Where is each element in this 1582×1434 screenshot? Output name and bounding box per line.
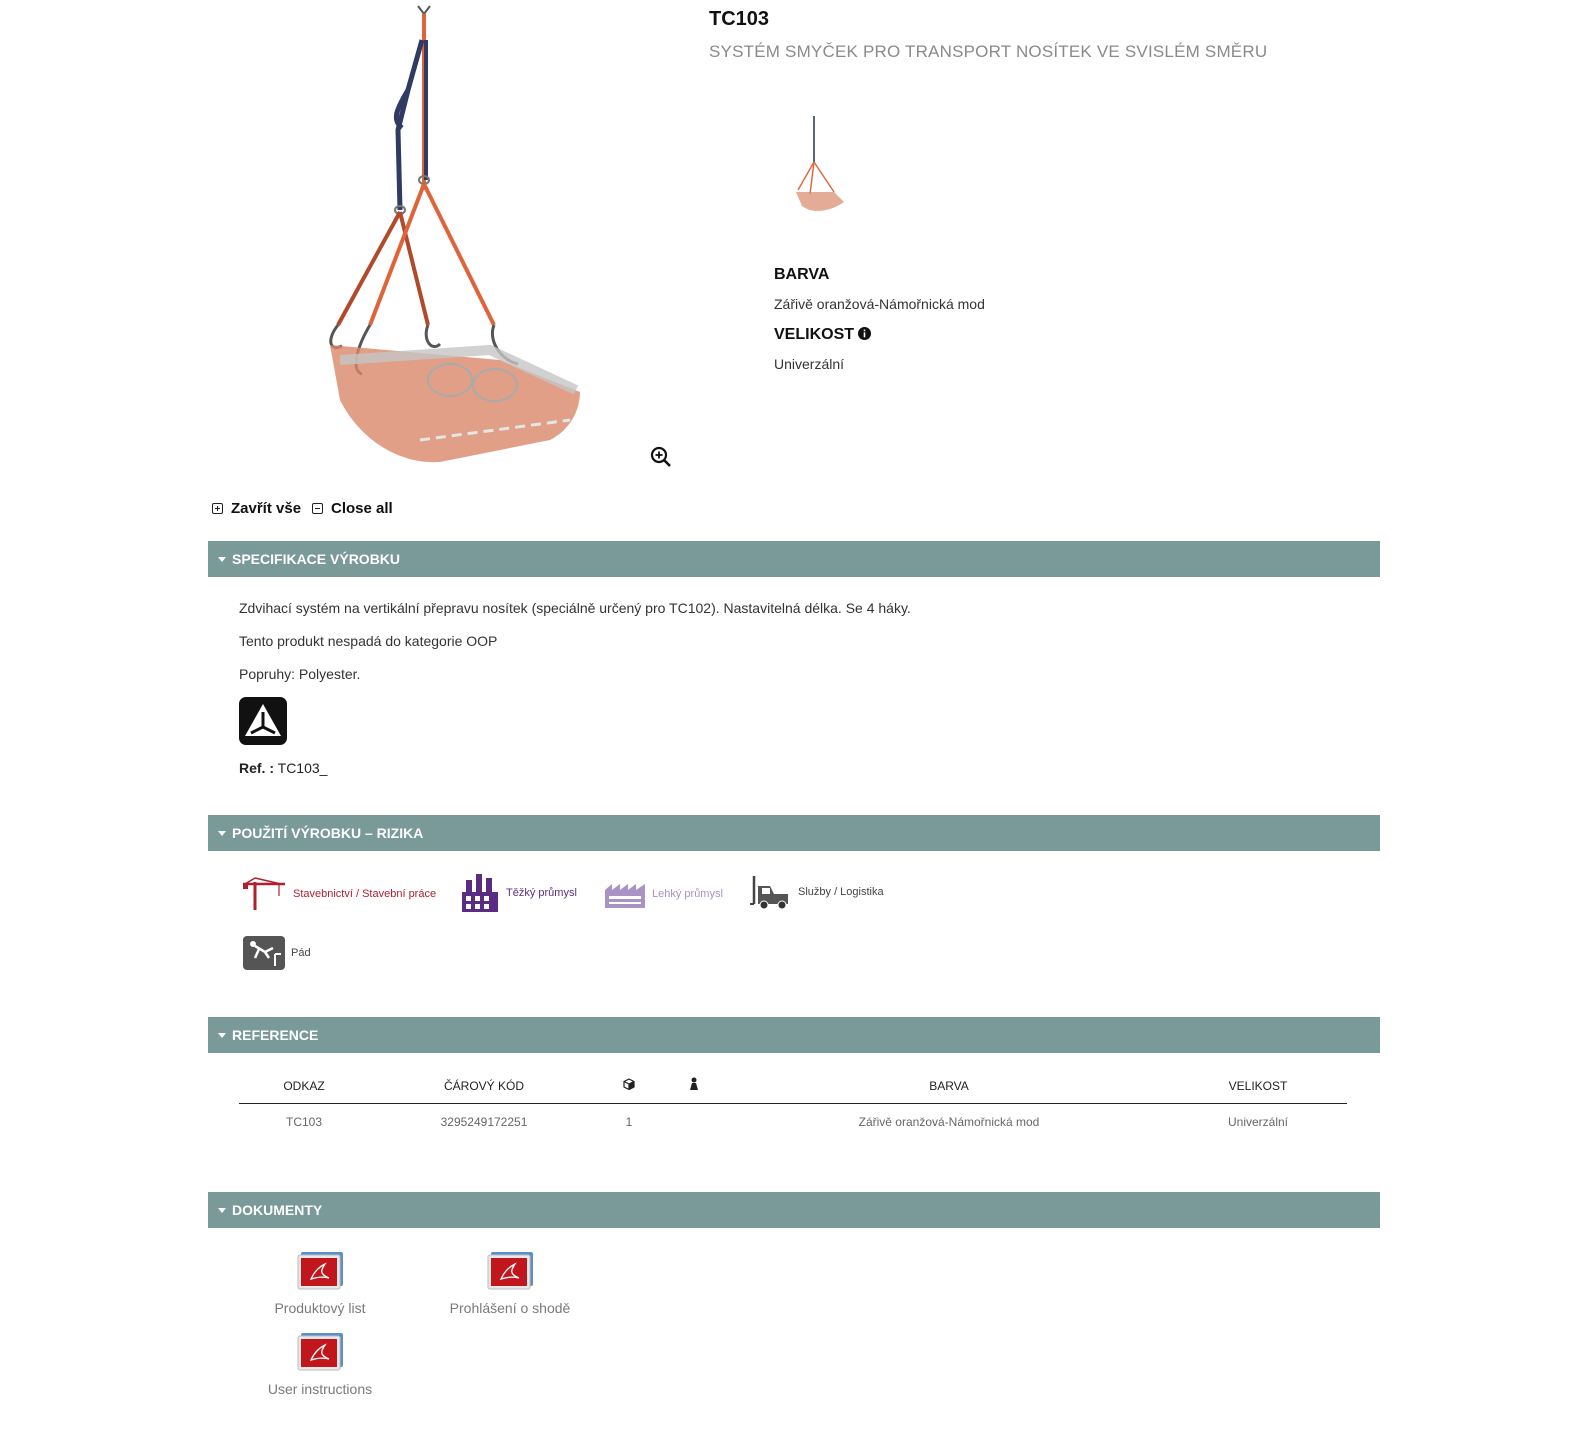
heavy-industry-icon [460, 872, 500, 914]
product-subtitle: SYSTÉM SMYČEK PRO TRANSPORT NOSÍTEK VE SVISLÉM SMĚRU [709, 42, 1268, 61]
caret-down-icon [218, 1033, 226, 1038]
th-color: BARVA [929, 1078, 969, 1093]
usage-fall[interactable] [243, 936, 311, 970]
section-title-reference: REFERENCE [232, 1027, 319, 1043]
triangle-logo-icon [239, 697, 287, 745]
zoom-in-icon[interactable] [650, 446, 672, 468]
expand-all-label: Zavřít vše [231, 500, 302, 517]
section-title-documents: DOKUMENTY [232, 1202, 323, 1218]
doc-label-user-instructions: User instructions [267, 1381, 373, 1397]
pdf-icon [485, 1252, 535, 1292]
table-header-row [239, 1068, 1347, 1104]
doc-user-instructions[interactable] [245, 1333, 395, 1399]
product-thumbnail[interactable] [790, 112, 854, 216]
doc-label-declaration: Prohlášení o shodě [449, 1300, 571, 1316]
table-row [239, 1104, 1347, 1140]
close-all-toggle[interactable] [312, 500, 393, 517]
th-odkaz: ODKAZ [283, 1078, 325, 1093]
usage-label-heavy-industry: Těžký průmysl [506, 887, 577, 899]
light-industry-icon [604, 878, 646, 910]
fall-icon [243, 936, 285, 970]
usage-label-construction: Stavebnictví / Stavební práce [293, 888, 437, 900]
th-size: VELIKOST [1228, 1078, 1288, 1093]
section-header-usage[interactable] [208, 815, 1380, 851]
minus-box-icon [312, 503, 323, 514]
close-all-label: Close all [331, 500, 393, 517]
th-person [659, 1077, 729, 1094]
size-label: VELIKOST [774, 326, 855, 343]
td-quantity: 1 [625, 1115, 633, 1129]
ref-line [239, 760, 327, 776]
color-label: BARVA [774, 266, 830, 283]
ref-value: TC103_ [277, 760, 328, 776]
usage-label-fall: Pád [291, 947, 311, 959]
spec-line-1: Zdvihací systém na vertikální přepravu nosítek (speciálně určený pro TC102). Nastavitelná délka. Se 4 háky. [239, 600, 911, 616]
doc-declaration[interactable] [435, 1252, 585, 1318]
caret-down-icon [218, 831, 226, 836]
doc-label-product-sheet: Produktový list [274, 1300, 366, 1316]
person-icon [689, 1077, 699, 1091]
pdf-icon [295, 1252, 345, 1292]
td-odkaz: TC103 [285, 1115, 323, 1129]
th-barcode: ČÁROVÝ KÓD [443, 1078, 524, 1093]
size-value: Univerzální [774, 356, 845, 372]
td-barcode: 3295249172251 [440, 1115, 528, 1129]
spec-line-2: Tento produkt nespadá do kategorie OOP [239, 633, 498, 649]
plus-box-icon [212, 503, 223, 514]
td-color: Zářivě oranžová-Námořnická mod [858, 1115, 1040, 1129]
section-header-documents[interactable] [208, 1192, 1380, 1228]
section-header-reference[interactable] [208, 1017, 1380, 1053]
caret-down-icon [218, 1208, 226, 1213]
reference-table [239, 1068, 1347, 1140]
size-label-wrap [774, 326, 871, 344]
usage-logistics[interactable] [750, 874, 884, 910]
th-quantity [599, 1078, 659, 1093]
expand-all-toggle[interactable] [212, 500, 301, 517]
td-size: Univerzální [1227, 1115, 1289, 1129]
section-header-spec[interactable] [208, 541, 1380, 577]
usage-construction[interactable] [241, 876, 436, 912]
pdf-icon [295, 1333, 345, 1373]
forklift-icon [750, 874, 792, 910]
ref-label: Ref. : [239, 760, 274, 776]
product-image[interactable] [300, 0, 620, 480]
info-icon[interactable] [858, 327, 871, 340]
section-title-spec: SPECIFIKACE VÝROBKU [232, 551, 401, 567]
usage-heavy-industry[interactable] [460, 872, 577, 914]
caret-down-icon [218, 557, 226, 562]
product-code: TC103 [709, 8, 770, 30]
crane-icon [241, 876, 287, 912]
usage-light-industry[interactable] [604, 878, 723, 910]
usage-label-light-industry: Lehký průmysl [652, 888, 723, 900]
spec-line-3: Popruhy: Polyester. [239, 666, 361, 682]
usage-label-logistics: Služby / Logistika [798, 886, 884, 898]
doc-product-sheet[interactable] [245, 1252, 395, 1318]
color-value: Zářivě oranžová-Námořnická mod [774, 296, 985, 312]
box-icon [623, 1078, 635, 1090]
section-title-usage: POUŽITÍ VÝROBKU – RIZIKA [232, 825, 424, 841]
